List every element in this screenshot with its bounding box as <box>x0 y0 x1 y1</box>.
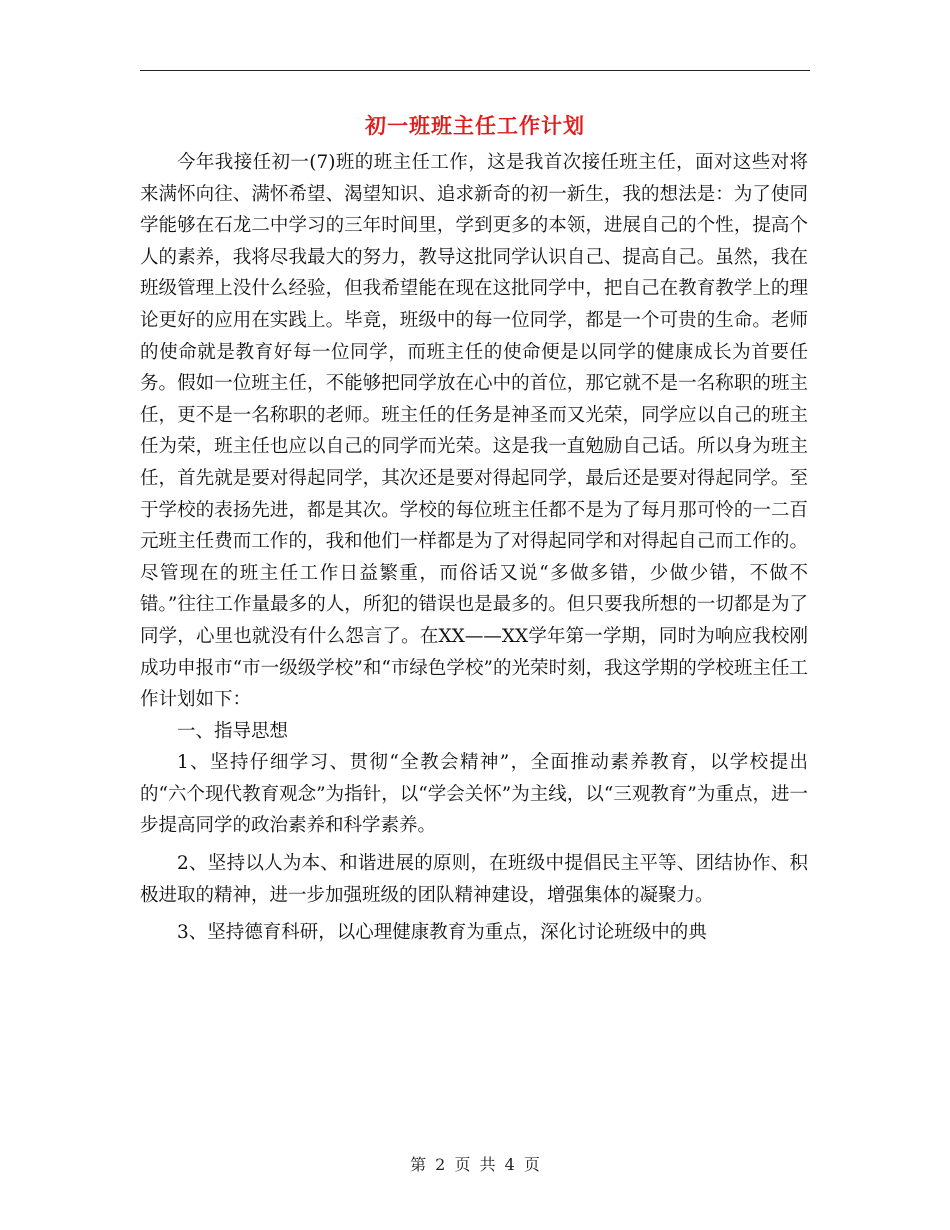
paragraph-item-1: 1、坚持仔细学习、贯彻“全教会精神”，全面推动素养教育，以学校提出的“六个现代教育观念”为指针，以“学会关怀”为主线，以“三观教育”为重点，进一步提高同学的政治素养和科学素养。 <box>140 752 808 837</box>
page-footer: 第 2 页 共 4 页 <box>410 1155 540 1174</box>
paragraph-item-3: 3、坚持德育科研，以心理健康教育为重点，深化讨论班级中的典 <box>177 922 707 944</box>
document-body <box>140 147 808 949</box>
paragraph-intro: 今年我接任初一(7)班的班主任工作，这是我首次接任班主任，面对这些对将来满怀向往、满怀希望、渴望知识、追求新奇的初一新生，我的想法是：为了使同学能够在石龙二中学习的三年时间里，学到更多的本领，进展自己的个性，提高个人的素养，我将尽我最大的努力，教导这批同学认识自己、提高自己。虽然，我在班级管理上没什么经验，但我希望能在现在这批同学中，把自己在教育教学上的理论更好的应用在实践上。毕竟，班级中的每一位同学，都是一个可贵的生命。老师的使命就是教育好每一位同学，而班主任的使命便是以同学的健康成长为首要任务。假如一位班主任，不能够把同学放在心中的首位，那它就不是一名称职的班主任，更不是一名称职的老师。班主任的任务是神圣而又光荣，同学应以自己的班主任为荣，班主任也应以自己的同学而光荣。这是我一直勉励自己话。所以身为班主任，首先就是要对得起同学，其次还是要对得起同学，最后还是要对得起同学。至于学校的表扬先进，都是其次。学校的每位班主任都不是为了每月那可怜的一二百元班主任费而工作的，我和他们一样都是为了对得起同学和对得起自己而工作的。尽管现在的班主任工作日益繁重，而俗话又说“多做多错，少做少错，不做不错。”往往工作量最多的人，所犯的错误也是最多的。但只要我所想的一切都是为了同学，心里也就没有什么怨言了。在XX——XX学年第一学期，同时为响应我校刚成功申报市“市一级级学校”和“市绿色学校”的光荣时刻，我这学期的学校班主任工作计划如下： <box>140 152 808 711</box>
paragraph-item-2: 2、坚持以人为本、和谐进展的原则，在班级中提倡民主平等、团结协作、积极进取的精神，进一步加强班级的团队精神建设，增强集体的凝聚力。 <box>140 853 808 906</box>
section-heading-guiding-thought: 一、指导思想 <box>177 720 289 742</box>
header-rule <box>140 70 810 71</box>
document-title: 初一班班主任工作计划 <box>365 113 585 138</box>
